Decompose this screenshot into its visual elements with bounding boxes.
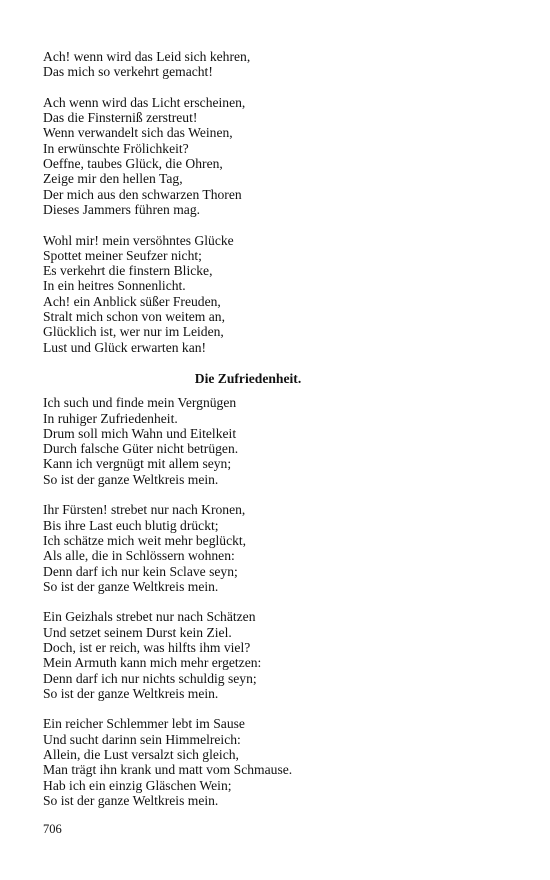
verse-line: Oeffne, taubes Glück, die Ohren, xyxy=(43,156,223,172)
verse-line: Durch falsche Güter nicht betrügen. xyxy=(43,441,239,457)
verse-line: Wohl mir! mein versöhntes Glücke xyxy=(43,232,234,248)
verse-line: Ein reicher Schlemmer lebt im Sause xyxy=(43,716,245,732)
verse-line: Als alle, die in Schlössern wohnen: xyxy=(43,548,235,564)
stanza-gap xyxy=(43,80,513,95)
stanza xyxy=(43,49,513,80)
verse-line: Und setzet seinem Durst kein Ziel. xyxy=(43,624,232,640)
stanza xyxy=(43,95,513,217)
verse-line: In ein heitres Sonnenlicht. xyxy=(43,278,186,294)
verse-line: So ist der ganze Weltkreis mein. xyxy=(43,685,219,701)
verse-line: Ach! ein Anblick süßer Freuden, xyxy=(43,293,221,309)
verse-line: Drum soll mich Wahn und Eitelkeit xyxy=(43,425,237,441)
verse-line: Dieses Jammers führen mag. xyxy=(43,201,201,217)
verse-line: Denn darf ich nur kein Sclave seyn; xyxy=(43,563,238,579)
stanza xyxy=(43,395,513,487)
stanza xyxy=(43,716,513,808)
verse-line: Spottet meiner Seufzer nicht; xyxy=(43,247,202,263)
verse-line: Ein Geizhals strebet nur nach Schätzen xyxy=(43,609,256,625)
page-body xyxy=(43,49,513,808)
verse-line: So ist der ganze Weltkreis mein. xyxy=(43,792,219,808)
page-number: 706 xyxy=(43,822,62,836)
verse-line: Stralt mich schon von weitem an, xyxy=(43,309,225,325)
verse-line: So ist der ganze Weltkreis mein. xyxy=(43,578,219,594)
poem-title: Die Zufriedenheit. xyxy=(194,370,302,386)
poem-zufriedenheit xyxy=(43,395,513,808)
verse-line: Hab ich ein einzig Gläschen Wein; xyxy=(43,777,232,793)
verse-line: Lust und Glück erwarten kan! xyxy=(43,339,207,355)
verse-line: Kann ich vergnügt mit allem seyn; xyxy=(43,456,232,472)
verse-line: Das mich so verkehrt gemacht! xyxy=(43,64,213,80)
verse-line: In ruhiger Zufriedenheit. xyxy=(43,410,178,426)
verse-line: Wenn verwandelt sich das Weinen, xyxy=(43,125,233,141)
verse-line: Und sucht darinn sein Himmelreich: xyxy=(43,731,241,747)
stanza-gap xyxy=(43,701,513,716)
verse-line: In erwünschte Frölichkeit? xyxy=(43,140,189,156)
verse-line: So ist der ganze Weltkreis mein. xyxy=(43,471,219,487)
verse-line: Ich such und finde mein Vergnügen xyxy=(43,395,237,411)
verse-line: Ich schätze mich weit mehr beglückt, xyxy=(43,532,247,548)
verse-line: Mein Armuth kann mich mehr ergetzen: xyxy=(43,655,262,671)
poem-continuation xyxy=(43,49,513,355)
verse-line: Ach wenn wird das Licht erscheinen, xyxy=(43,94,246,110)
verse-line: Ach! wenn wird das Leid sich kehren, xyxy=(43,49,251,64)
verse-line: Bis ihre Last euch blutig drückt; xyxy=(43,517,219,533)
stanza-gap xyxy=(43,487,513,502)
stanza-gap xyxy=(43,594,513,609)
stanza-gap xyxy=(43,217,513,232)
verse-line: Es verkehrt die finstern Blicke, xyxy=(43,263,213,279)
verse-line: Doch, ist er reich, was hilfts ihm viel? xyxy=(43,639,251,655)
stanza xyxy=(43,233,513,355)
verse-line: Glücklich ist, wer nur im Leiden, xyxy=(43,324,224,340)
verse-line: Das die Finsterniß zerstreut! xyxy=(43,110,198,126)
verse-line: Denn darf ich nur nichts schuldig seyn; xyxy=(43,670,257,686)
verse-line: Ihr Fürsten! strebet nur nach Kronen, xyxy=(43,502,246,518)
stanza xyxy=(43,609,513,701)
verse-line: Der mich aus den schwarzen Thoren xyxy=(43,186,242,202)
verse-line: Man trägt ihn krank und matt vom Schmause. xyxy=(43,762,293,778)
verse-line: Allein, die Lust versalzt sich gleich, xyxy=(43,747,239,763)
stanza xyxy=(43,502,513,594)
verse-line: Zeige mir den hellen Tag, xyxy=(43,171,183,187)
